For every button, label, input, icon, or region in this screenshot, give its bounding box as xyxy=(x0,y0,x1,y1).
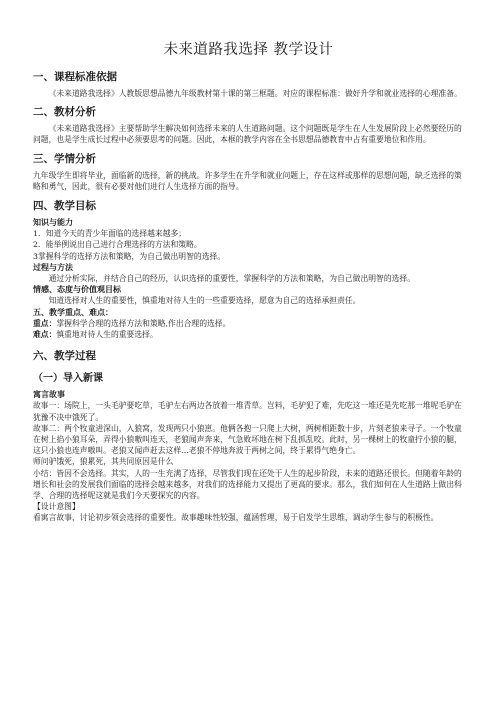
difficult-point-line xyxy=(33,329,464,340)
difficult-point-text: 慎重地对待人生的重要选择。 xyxy=(56,330,158,340)
story-one: 故事一：场院上，一头毛驴要吃草，毛驴左右两边各放着一堆青草。岂料，毛驴犯了难，先吃这一堆还是先吃那一堆呢毛驴在犹豫不决中饿死了。 xyxy=(33,401,462,422)
key-point-line xyxy=(33,318,464,329)
section-body-student-analysis: 九年级学生即将毕业，面临新的选择，新的挑战。许多学生在升学和就业问题上，存在这样或那样的思想问题，缺乏选择的策略和勇气，因此，很有必要对他们进行人生选择方面的指导。 xyxy=(33,170,462,191)
difficult-point-label: 难点： xyxy=(33,330,57,340)
summary-text: 小结：皆因不会选择。其实，人的一生充满了选择，尽管我们现在还处于人生的起步阶段，未来的道路还很长。但随着年龄的增长和社会的发展我们面临的选择会越来越多，对我们的选择能力又提出了更高的要求。那么，我们如何在人生道路上做出科学、合理的选择呢这就是我们今天要探究的内容。 xyxy=(33,468,462,501)
section-body-textbook-analysis: 《未来道路我选择》主要帮助学生解决如何选择未来的人生道路问题。这个问题既是学生在人生发展阶段上必然要经历的问题，也是学生成长过程中必须要思考的问题。因此，本框的教学内容在全书思想品德教育中占有重要地位和作用。 xyxy=(33,124,462,145)
objective-item-1: 1．知道今天的青少年面临的选择越来越多； xyxy=(33,229,187,239)
section-heading-textbook-analysis: 二、教材分析 xyxy=(33,106,96,119)
teacher-question: 师问驴饿死，狼累死，其共同原因是什么 xyxy=(33,457,174,467)
section-heading-key-points: 五、教学重点、难点： xyxy=(33,307,113,317)
process-body: 通过分析实际，并结合自己的经历，认识选择的重要性，掌握科学的方法和策略，为自己做出明智的选择。 xyxy=(48,274,416,284)
subheading-knowledge: 知识与能力 xyxy=(33,218,73,228)
story-two: 故事二：两个牧童进深山，入狼窝，发现两只小狼崽。他俩各抱一只爬上大树，两树相距数十步，片刻老狼来寻子。一个牧童在树上掐小狼耳朵，弄得小狼嗷叫连天，老狼闻声奔来，气急败坏地在树下乱抓乱咬。此时，另一棵树上的牧童拧小狼的腿，这只小狼也连声嗷叫。老狼又闻声赶去这样…老狼不停地奔波于两树之间，终于累得气绝身亡。 xyxy=(33,423,462,456)
section-heading-objectives: 四、教学目标 xyxy=(33,200,96,213)
emotion-body: 知道选择对人生的重要性，慎重地对待人生的一些重要选择，愿意为自己的选择承担责任。 xyxy=(48,296,361,306)
design-intent-title: 【设计意图】 xyxy=(33,502,80,512)
design-intent-body: 看寓言故事，讨论初步领会选择的重要性。故事趣味性较强，蕴涵哲理，易于启发学生思维，调动学生参与的积极性。 xyxy=(33,513,439,523)
section-heading-standards: 一、课程标准依据 xyxy=(33,71,117,83)
document-title: 未来道路我选择 教学设计 xyxy=(163,42,334,58)
subheading-fable: 寓言故事 xyxy=(33,390,65,400)
section-heading-student-analysis: 三、学情分析 xyxy=(33,152,96,165)
subheading-emotion: 情感、态度与价值观目标 xyxy=(33,285,121,295)
key-point-label: 重点： xyxy=(33,318,57,328)
key-point-text: 掌握科学合理的选择方法和策略,作出合理的选择。 xyxy=(56,318,231,328)
objective-item-3: 3掌握科学的选择方法和策略，为自己做出明智的选择。 xyxy=(33,251,226,261)
subheading-process: 过程与方法 xyxy=(33,262,73,272)
section-heading-process: 六、教学过程 xyxy=(33,350,96,363)
objective-item-2: 2．能举例说出自己进行合理选择的方法和策略。 xyxy=(33,240,202,250)
subsection-heading-intro: （一）导入新课 xyxy=(33,373,103,385)
section-body-standards: 《未来道路我选择》人教版思想品德九年级教材第十课的第三框题。对应的课程标准：做好升学和就业选择的心理准备。 xyxy=(48,89,462,98)
